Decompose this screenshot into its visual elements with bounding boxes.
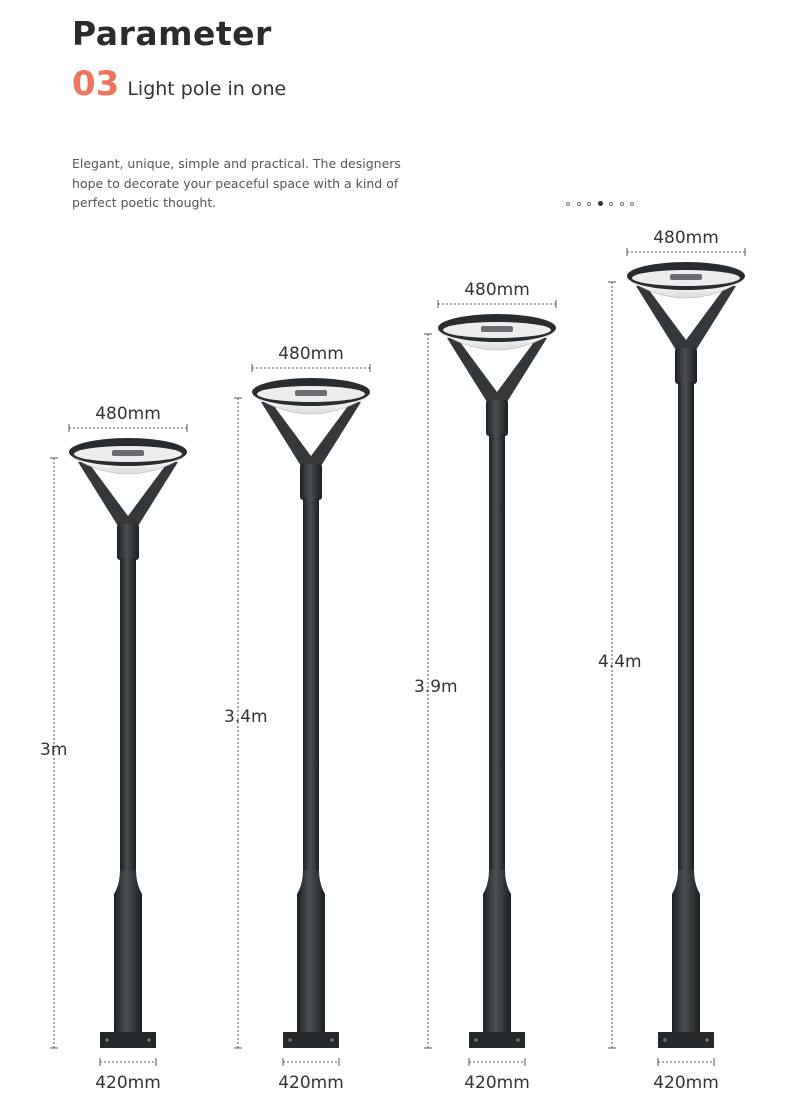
pole-column [483,894,511,1034]
height-label: 3m [40,740,68,760]
bolt [663,1038,667,1042]
head-width-label: 480mm [95,404,161,424]
base-width-label: 420mm [464,1073,530,1093]
pole-flare [114,870,142,894]
pole-shaft [303,498,319,871]
product-description: Elegant, unique, simple and practical. The designers hope to decorate your peaceful space with a kind of perfect poetic thought. [72,156,401,210]
lamp-collar [675,348,697,384]
base-width-label: 420mm [653,1073,719,1093]
base-width-label: 420mm [95,1073,161,1093]
pole-4 [598,228,745,1093]
lamp-driver [481,326,513,332]
pole-column [672,894,700,1034]
pole-2 [224,344,370,1093]
bolt [147,1038,151,1042]
bolt [330,1038,334,1042]
head-width-label: 480mm [653,228,719,248]
section-title: Light pole in one [127,78,287,100]
pole-flare [672,870,700,894]
bolt [288,1038,292,1042]
bolt [474,1038,478,1042]
pole-column [297,894,325,1034]
height-label: 3.4m [224,707,268,727]
section-number: 03 [72,64,120,104]
pole-3 [414,280,556,1093]
lamp-driver [295,390,327,396]
base-width-label: 420mm [278,1073,344,1093]
pole-shaft [678,382,694,871]
pole-shaft [489,434,505,871]
height-label: 4.4m [598,652,642,672]
head-width-label: 480mm [464,280,530,300]
pole-flare [297,870,325,894]
bolt [705,1038,709,1042]
pole-column [114,894,142,1034]
pole-flare [483,870,511,894]
lamp-driver [112,450,144,456]
lamp-driver [670,274,702,280]
head-width-label: 480mm [278,344,344,364]
page-title: Parameter [72,14,272,53]
lamp-collar [300,464,322,500]
lamp-collar [486,400,508,436]
bolt [105,1038,109,1042]
height-label: 3.9m [414,677,458,697]
pole-shaft [120,558,136,871]
bolt [516,1038,520,1042]
pole-1 [40,404,187,1093]
lamp-collar [117,524,139,560]
